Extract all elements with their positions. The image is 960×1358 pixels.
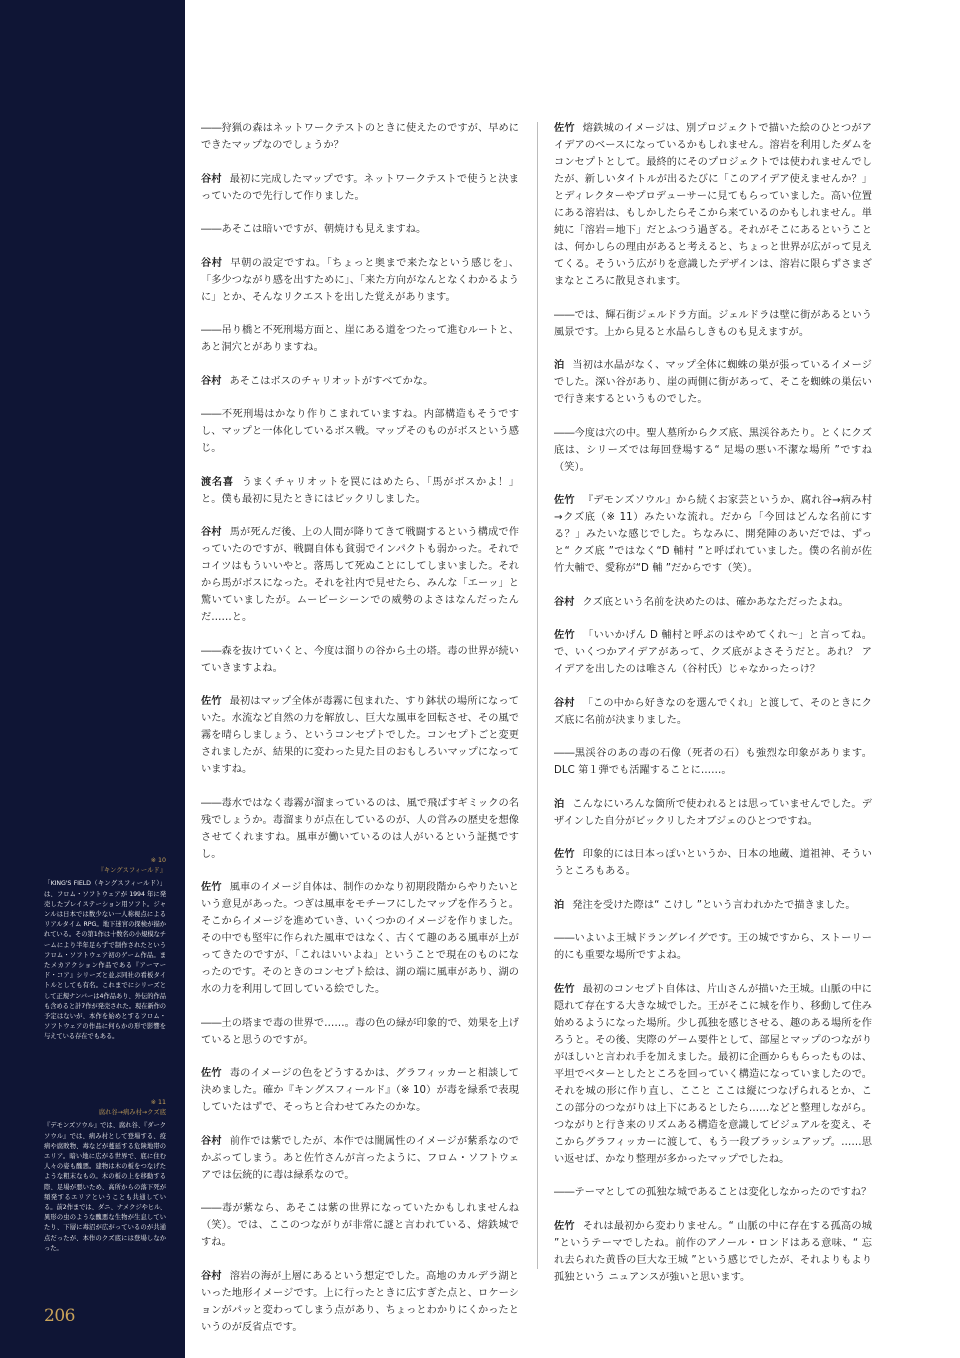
interview-answer — [554, 492, 872, 577]
speaker-name: 佐竹 — [554, 849, 575, 860]
interview-question — [554, 425, 872, 476]
paragraph-text: ――いよいよ王城ドラングレイグです。王の城ですから、ストーリー的にも重要な場所ですよね。 — [554, 933, 872, 961]
interview-question — [554, 930, 872, 964]
paragraph-text: 馬が死んだ後、上の人間が降りてきて戦闘するという構成で作っていたのですが、戦闘自体も貧弱でインパクトも弱かった。それでコイツはもういいやと。落馬して死ぬことにしてしまいました。それから馬がボスになった。それを社内で見せたら、みんな「エーッ」と驚いていましたが。ムービーシーンでの威勢のよさはなんだったんだ……と。 — [201, 527, 519, 623]
interview-answer — [554, 1218, 872, 1286]
interview-answer — [554, 796, 872, 830]
speaker-name: 谷村 — [201, 527, 222, 538]
speaker-name: 泊 — [554, 798, 565, 810]
paragraph-text: 当初は水晶がなく、マップ全体に蜘蛛の巣が張っているイメージでした。深い谷があり、崖の両側に街があって、そこを蜘蛛の巣伝いで行き来するというものでした。 — [554, 360, 872, 405]
paragraph-text: 毒のイメージの色をどうするかは、グラフィッカーと相談して決めました。確か『キングスフィールド』（※ 10）が毒を緑系で表現していたはずで、そっちと合わせてみたのかな。 — [201, 1068, 519, 1113]
paragraph-text: ――毒水ではなく毒霧が溜まっているのは、風で飛ばすギミックの名残でしょうか。毒溜まりが点在しているのが、人の営みの歴史を想像させてくれますね。風車が働いているのは人がいるという証拠ですし。 — [201, 797, 519, 860]
paragraph-text: 前作では紫でしたが、本作では闇属性のイメージが紫系なのでかぶってしまう。あと佐竹さんが言ったように、フロム・ソフトウェアでは伝統的に毒は緑系なので。 — [201, 1135, 519, 1181]
footnote-body: 「KING'S FIELD（キングスフィールド）」は、フロム・ソフトウェアが 1994 年に発売したプレイステーション用ソフト。ジャンルは日本では数少ない一人称視点によるリアルタイム RPG。地下迷宮の探検が描かれている。その第1作は十数名の小規模なチームにより半年足らずで制作されたというフロム・ソフトウェア初のゲーム作品。またメカアクション作品である『アーマード・コア』シリーズと並ぶ同社の看板タイトルとしても有名。これまでにシリーズとして正規ナンバーは4作品あり、外伝的作品も含めると計7作が発売された。現在新作の予定はないが、本作を始めとするフロム・ソフトウェアの作品に何らかの形で影響を与えている存在でもある。 — [44, 880, 166, 1041]
speaker-name: 谷村 — [201, 1135, 222, 1147]
interview-answer — [554, 120, 872, 290]
paragraph-text: 『デモンズソウル』から続くお家芸というか、腐れ谷→病み村→クズ底（※ 11）みたいな流れ。だから「今回はどんな名前にする？」みたいな感じでした。ちなみに、開発陣のあいだでは、ずっと“ クズ底 ”ではなく“D 輔村 ”と呼ばれていました。僕の名前が佐竹大輔で、愛称が“D 輔 ”だからです（笑）。 — [554, 495, 872, 574]
interview-answer — [554, 981, 872, 1168]
interview-answer — [554, 695, 872, 729]
paragraph-text: ――毒が紫なら、あそこは紫の世界になっていたかもしれませんね（笑）。では、ここのつながりが非常に謎と言われている、熔鉄城ですね。 — [201, 1203, 519, 1248]
text-column-left — [201, 120, 519, 1352]
interview-answer — [201, 474, 519, 508]
interview-answer — [201, 693, 519, 778]
speaker-name: 佐竹 — [201, 1068, 222, 1079]
interview-question — [201, 1015, 519, 1049]
speaker-name: 谷村 — [201, 173, 222, 185]
interview-question — [201, 120, 519, 154]
paragraph-text: 溶岩の海が上層にあるという想定でした。高地のカルデラ湖といった地形イメージです。上に行ったときに広すぎた点と、ロケーションがパッと変わってしまう点があり、ちょっとわかりにくかったというのが反省点です。 — [201, 1270, 519, 1333]
speaker-name: 佐竹 — [201, 882, 222, 893]
interview-answer — [201, 524, 519, 626]
speaker-name: 谷村 — [554, 697, 575, 709]
speaker-name: 谷村 — [201, 375, 222, 387]
footnote-heading: 腐れ谷→病み村→クズ底 — [98, 1109, 166, 1117]
paragraph-text: 最初のコンセプト自体は、片山さんが描いた王城。山脈の中に隠れて存在する大きな城でした。王がそこに城を作り、移動して住み始めるようになった場所。少し孤独を感じさせる、趣のある場所を作ろうと。その後、実際のゲーム要件として、部屋とマップのつながりがほしいと言われ手を加えました。最初に企画からもらったものは、平坦でベターとしたところを回っていく構造になっていましたので。それを城の形に作り直し、ここと ここは縦につなげられるとか、ここの部分のつながりは上下にあるとしたら……などと整理しながら。つながりと行き来のリズムある構造を意識してビジュアルを変え、そこからグラフィッカーに渡して、もう一段ブラッシュアップ。……思い返せば、かなり整理が多かったマップでしたね。 — [554, 983, 872, 1165]
interview-answer — [201, 171, 519, 205]
paragraph-text: 熔鉄城のイメージは、別プロジェクトで描いた絵のひとつがアイデアのベースになっているかもしれません。溶岩を利用したダムをコンセプトとして。最終的にそのプロジェクトでは使われませんでしたが、新しいタイトルが出るたびに「このアイデア使えませんか？」とディレクターやプロデューサーに見てもらっていました。高い位置にある溶岩は、もしかしたらそこから来ているのかもしれません。単純に「溶岩＝地下」だとふつう過ぎる。それがそこにあるということは、何かしらの理由があると考えると、ちょっと世界が広がって見えてくる。そういう広がりを意識したデザインは、溶岩に限らずさまざまなところに散見されます。 — [554, 123, 872, 287]
paragraph-text: ――吊り橋と不死刑場方面と、崖にある道をつたって進むルートと、あと洞穴とがありますね。 — [201, 325, 519, 353]
interview-answer — [554, 897, 872, 914]
page-number: 206 — [44, 1306, 75, 1326]
footnote-11 — [44, 1098, 166, 1254]
interview-answer — [201, 1268, 519, 1336]
speaker-name: 佐竹 — [554, 495, 575, 506]
speaker-name: 佐竹 — [554, 983, 575, 995]
footnote-number: ※ 10 — [150, 857, 166, 864]
interview-question — [554, 307, 872, 341]
paragraph-text: 最初に完成したマップです。ネットワークテストで使うと決まっていたので先行して作りました。 — [201, 173, 519, 202]
footnote-10 — [44, 856, 166, 1043]
sidebar — [0, 0, 185, 1358]
paragraph-text: 発注を受けた際は“ こけし ”という言われかたで描きました。 — [572, 899, 856, 911]
paragraph-text: 「この中から好きなのを選んでくれ」と渡して、そのときにクズ底に名前が決まりました。 — [554, 697, 872, 726]
speaker-name: 佐竹 — [554, 123, 575, 134]
paragraph-text: クズ底という名前を決めたのは、確かあなただったよね。 — [582, 596, 849, 608]
interview-answer — [201, 879, 519, 998]
interview-question — [201, 322, 519, 356]
interview-answer — [201, 373, 519, 390]
speaker-name: 佐竹 — [201, 696, 222, 707]
interview-question — [554, 1184, 872, 1201]
footnote-number: ※ 11 — [150, 1099, 166, 1106]
paragraph-text: 印象的には日本っぽいというか、日本の地蔵、道祖神、そういうところもある。 — [554, 849, 872, 877]
interview-answer — [554, 594, 872, 611]
paragraph-text: ――テーマとしての孤独な城であることは変化しなかったのですね？ — [554, 1187, 872, 1198]
paragraph-text: ――不死刑場はかなり作りこまれていますね。内部構造もそうですし、マップと一体化しているボス戦。マップそのものがボスという感じ。 — [201, 409, 519, 454]
paragraph-text: 風車のイメージ自体は、制作のかなり初期段階からやりたいという意見があった。つぎは風車をモチーフにしたマップを作ろうと。そこからイメージを進めていき、いくつかのイメージを作りました。その中でも堅牢に作られた風車ではなく、古くて趣のある風車が上がってきたのですが、「これはいいよね」ということで現在のものになったのです。そのときのコンセプト絵は、湖の端に風車があり、湖の水の力を利用して回している絵でした。 — [201, 882, 519, 995]
column-divider — [537, 122, 538, 1269]
paragraph-text: ――黒渓谷のあの毒の石像（死者の石）も強烈な印象があります。DLC 第１弾でも活躍することに……。 — [554, 748, 872, 776]
interview-question — [201, 1200, 519, 1251]
text-column-right — [554, 120, 872, 1302]
speaker-name: 谷村 — [201, 1270, 222, 1282]
interview-question — [201, 221, 519, 238]
paragraph-text: 「いいかげん D 輔村と呼ぶのはやめてくれ～」と言ってね。で、いくつかアイデアがあって、クズ底がよさそうだと。あれ？ アイデアを出したのは唯さん（谷村氏）じゃなかったっけ？ — [554, 630, 872, 675]
paragraph-text: うまくチャリオットを罠にはめたら、「馬がボスかよ！」と。僕も最初に見たときにはビックリしました。 — [201, 476, 520, 505]
speaker-name: 渡名喜 — [201, 476, 234, 488]
paragraph-text: 最初はマップ全体が毒霧に包まれた、すり鉢状の場所になっていた。水流など自然の力を解放し、巨大な風車を回転させ、その風で霧を晴らしましょう、というコンセプトでした。コンセプトごと変更されましたが、結果的に変わった見た目のおもしろいマップになっていますね。 — [201, 696, 519, 775]
paragraph-text: ――土の塔まで毒の世界で……。毒の色の緑が印象的で、効果を上げていると思うのですが。 — [201, 1017, 519, 1046]
paragraph-text: ――今度は穴の中。聖人墓所からクズ底、黒渓谷あたり。とくにクズ底は、シリーズでは毎回登場する“ 足場の悪い不潔な場所 ”ですね（笑）。 — [554, 427, 872, 473]
footnote-body: 『デモンズソウル』では、腐れ谷、『ダークソウル』では、病み村として登場する、疫病や腐敗物、毒などが蔓延する危険地帯のエリア。暗い地に広がる世界で、底に住む人々の姿も醜悪。建物は木の板をつなげたような粗末なもの。木の板の上を移動する際、足場が悪いため、高所からの落下死が頻発するエリアということも共通している。前2作までは、ダニ、ナメクジやヒル、異形の虫のような醜悪な生物が生息していたり、下層に毒沼が広がっているのが共通点だったが、本作のクズ底には登場しなかった。 — [44, 1122, 166, 1252]
interview-answer — [554, 357, 872, 408]
paragraph-text: あそこはボスのチャリオットがすべてかな。 — [229, 375, 434, 387]
interview-answer — [554, 846, 872, 880]
speaker-name: 泊 — [554, 360, 565, 371]
speaker-name: 佐竹 — [554, 1220, 575, 1232]
paragraph-text: ――狩猟の森はネットワークテストのときに使えたのですが、早めにできたマップなのでしょうか？ — [201, 123, 519, 151]
speaker-name: 谷村 — [554, 596, 575, 608]
interview-question — [201, 406, 519, 457]
paragraph-text: ――あそこは暗いですが、朝焼けも見えますね。 — [201, 224, 427, 235]
paragraph-text: ――森を抜けていくと、今度は溜りの谷から土の塔。毒の世界が続いていきますよね。 — [201, 645, 519, 674]
interview-question — [554, 745, 872, 779]
interview-answer — [201, 255, 519, 306]
interview-question — [201, 643, 519, 677]
interview-answer — [201, 1133, 519, 1184]
paragraph-text: 早朝の設定ですね。「ちょっと奥まで来たなという感じを」、「多少つながり感を出すために」、「来た方向がなんとなくわかるように」とか、そんなリクエストを出した覚えがあります。 — [201, 257, 519, 303]
interview-answer — [554, 627, 872, 678]
paragraph-text: ――では、輝石街ジェルドラ方面。ジェルドラは壁に街があるという風景です。上から見ると水晶らしきものも見えますが。 — [554, 309, 872, 338]
speaker-name: 佐竹 — [554, 630, 576, 641]
interview-answer — [201, 1065, 519, 1116]
footnote-heading: 『キングスフィールド』 — [97, 867, 166, 875]
interview-question — [201, 795, 519, 863]
speaker-name: 谷村 — [201, 257, 223, 269]
paragraph-text: こんなにいろんな箇所で使われるとは思っていませんでした。デザインした自分がビックリしたオブジェのひとつですね。 — [554, 798, 872, 827]
paragraph-text: それは最初から変わりません。“ 山脈の中に存在する孤高の城 ”というテーマでしたね。前作のアノール・ロンドはある意味、“ 忘れ去られた黄昏の巨大な王城 ”という感じでしたが、それよりもより孤独という ニュアンスが強いと思います。 — [554, 1220, 872, 1283]
speaker-name: 泊 — [554, 899, 565, 911]
